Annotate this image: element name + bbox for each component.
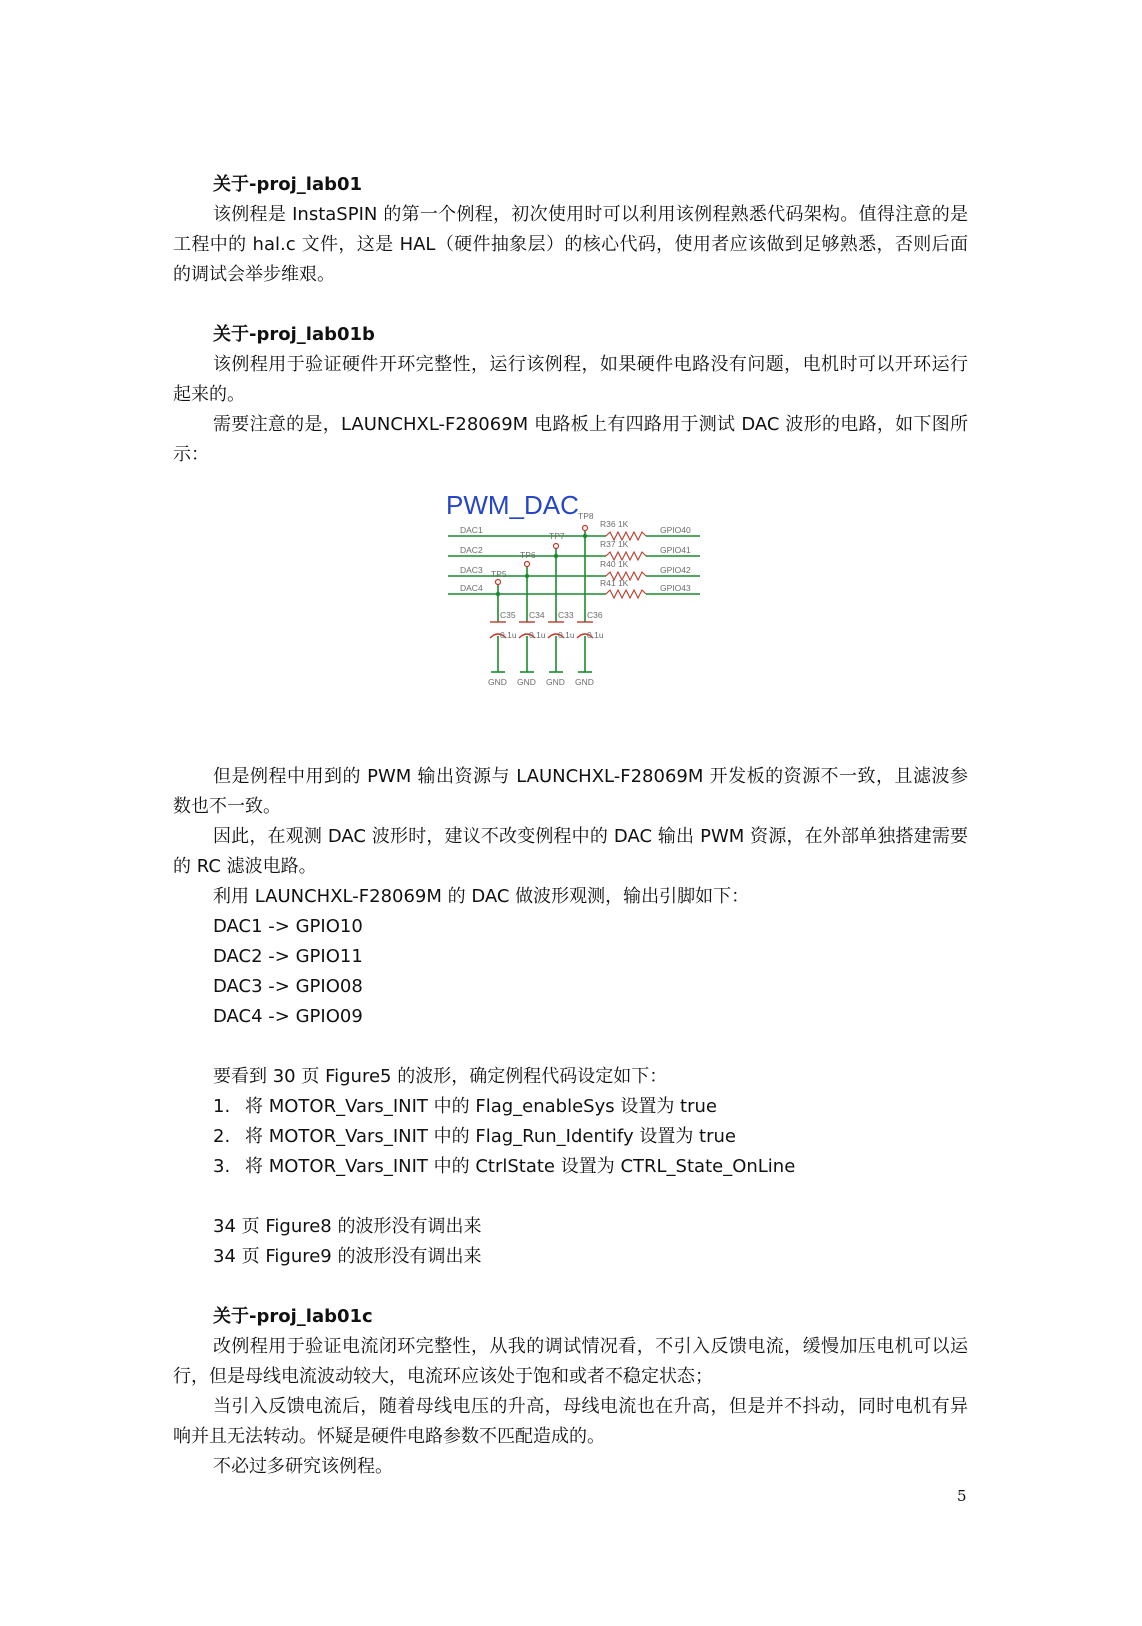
net-label: DAC3 <box>460 565 483 575</box>
ground-label: GND <box>488 677 507 687</box>
list-item-text: 将 MOTOR_Vars_INIT 中的 Flag_Run_Identify 设置为 true <box>245 1126 736 1147</box>
net-label: DAC2 <box>460 545 483 555</box>
paragraph: 该例程是 InstaSPIN 的第一个例程，初次使用时可以利用该例程熟悉代码架构。值得注意的是工程中的 hal.c 文件，这是 HAL（硬件抽象层）的核心代码，使用者应该做到足够熟悉，否则后面的调试会举步维艰。 <box>173 204 968 285</box>
list-item-number: 1. <box>213 1096 231 1117</box>
ground-label: GND <box>546 677 565 687</box>
pin-map-line: DAC1 -> GPIO10 <box>213 916 363 937</box>
paragraph: 但是例程中用到的 PWM 输出资源与 LAUNCHXL-F28069M 开发板的资源不一致，且滤波参数也不一致。 <box>173 766 968 817</box>
testpoint-label: TP7 <box>549 531 565 541</box>
paragraph: 改例程用于验证电流闭环完整性，从我的调试情况看，不引入反馈电流，缓慢加压电机可以运行，但是母线电流波动较大，电流环应该处于饱和或者不稳定状态； <box>173 1336 968 1387</box>
note-line: 34 页 Figure9 的波形没有调出来 <box>213 1246 482 1267</box>
list-item <box>173 1092 968 1122</box>
capacitor-value: 0.1u <box>529 630 546 640</box>
section-heading-lab01b: 关于-proj_lab01b <box>213 324 375 345</box>
list-item-text: 将 MOTOR_Vars_INIT 中的 Flag_enableSys 设置为 true <box>245 1096 717 1117</box>
paragraph: 因此，在观测 DAC 波形时，建议不改变例程中的 DAC 输出 PWM 资源，在外部单独搭建需要的 RC 滤波电路。 <box>173 826 968 877</box>
resistor-label: R40 1K <box>600 559 629 569</box>
paragraph: 不必过多研究该例程。 <box>213 1456 393 1477</box>
note-line: 34 页 Figure8 的波形没有调出来 <box>213 1216 482 1237</box>
list-item-number: 2. <box>213 1126 231 1147</box>
net-label: DAC1 <box>460 525 483 535</box>
resistor-label: R41 1K <box>600 578 629 588</box>
capacitor-label: C36 <box>587 610 603 620</box>
section-heading-lab01: 关于-proj_lab01 <box>213 174 363 195</box>
spacer <box>173 1182 968 1212</box>
paragraph: 利用 LAUNCHXL-F28069M 的 DAC 做波形观测，输出引脚如下： <box>213 886 750 907</box>
ground-label: GND <box>575 677 594 687</box>
ground-label: GND <box>517 677 536 687</box>
resistor-label: R37 1K <box>600 539 629 549</box>
spacer <box>173 1272 968 1302</box>
spacer <box>173 290 968 320</box>
testpoint-label: TP8 <box>578 511 594 521</box>
testpoint-label: TP5 <box>491 569 507 579</box>
list-item-number: 3. <box>213 1156 231 1177</box>
gpio-label: GPIO40 <box>660 525 691 535</box>
pin-map-line: DAC3 -> GPIO08 <box>213 976 363 997</box>
paragraph: 该例程用于验证硬件开环完整性，运行该例程，如果硬件电路没有问题，电机时可以开环运行起来的。 <box>173 354 968 405</box>
steps-intro: 要看到 30 页 Figure5 的波形，确定例程代码设定如下： <box>213 1066 668 1087</box>
capacitor-label: C34 <box>529 610 545 620</box>
gpio-label: GPIO42 <box>660 565 691 575</box>
capacitor-value: 0.1u <box>500 630 517 640</box>
schematic-title: PWM_DAC <box>446 490 579 520</box>
gpio-label: GPIO41 <box>660 545 691 555</box>
pin-map-line: DAC2 -> GPIO11 <box>213 946 363 967</box>
junction-dots <box>496 534 587 596</box>
capacitor-value: 0.1u <box>587 630 604 640</box>
paragraph: 当引入反馈电流后，随着母线电压的升高，母线电流也在升高，但是并不抖动，同时电机有异响并且无法转动。怀疑是硬件电路参数不匹配造成的。 <box>173 1396 968 1447</box>
pwm-dac-schematic-figure <box>173 480 968 748</box>
section-heading-lab01c: 关于-proj_lab01c <box>213 1306 373 1327</box>
capacitor-value: 0.1u <box>558 630 575 640</box>
list-item <box>173 1152 968 1182</box>
page-number: 5 <box>957 1487 967 1505</box>
resistor-label: R36 1K <box>600 519 629 529</box>
list-item <box>173 1122 968 1152</box>
spacer <box>173 1032 968 1062</box>
paragraph: 需要注意的是，LAUNCHXL-F28069M 电路板上有四路用于测试 DAC 波形的电路，如下图所示： <box>173 414 968 465</box>
list-item-text: 将 MOTOR_Vars_INIT 中的 CtrlState 设置为 CTRL_State_OnLine <box>245 1156 796 1177</box>
net-label: DAC4 <box>460 583 483 593</box>
capacitor-label: C33 <box>558 610 574 620</box>
gpio-label: GPIO43 <box>660 583 691 593</box>
pin-map-line: DAC4 -> GPIO09 <box>213 1006 363 1027</box>
pwm-dac-schematic <box>438 480 728 748</box>
testpoint-label: TP6 <box>520 550 536 560</box>
document-body <box>173 170 968 1482</box>
capacitor-label: C35 <box>500 610 516 620</box>
